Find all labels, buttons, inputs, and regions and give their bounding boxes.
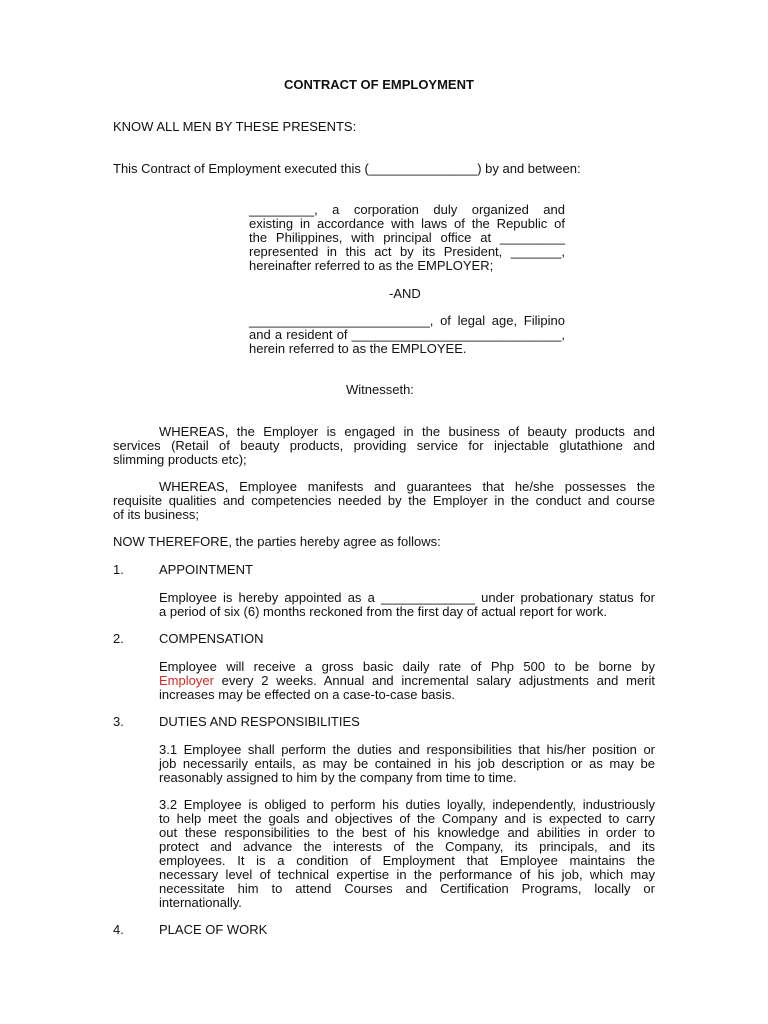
section-heading: PLACE OF WORK [159, 922, 268, 937]
section-line: to help meet the goals and objectives of the Company and is expected to carry [159, 811, 655, 826]
section-line: job necessarily entails, as may be contained in his job description or as may be [159, 756, 655, 771]
employer-line: existing in accordance with laws of the Republic of [249, 216, 565, 231]
employer-line: the Philippines, with principal office at _________ [249, 230, 565, 245]
section-line: necessitate him to attend Courses and Certification Programs, locally or [159, 881, 655, 896]
intro-line: KNOW ALL MEN BY THESE PRESENTS: [113, 119, 357, 134]
section-line: out these responsibilities to the best of his knowledge and abilities in order to [159, 825, 655, 840]
section-line: Employee is hereby appointed as a _____________ under probationary status for [159, 590, 655, 605]
and-label: -AND [389, 286, 421, 301]
section-line: employees. It is a condition of Employment that Employee maintains the [159, 853, 655, 868]
employee-line: and a resident of _____________________________, [249, 327, 565, 342]
paragraph-line: WHEREAS, the Employer is engaged in the business of beauty products and [159, 424, 655, 439]
paragraph-line: services (Retail of beauty products, providing service for injectable glutathione and [113, 438, 655, 453]
employer-line: hereinafter referred to as the EMPLOYER; [249, 258, 494, 273]
section-line: reasonably assigned to him by the company from time to time. [159, 770, 517, 785]
section-line: a period of six (6) months reckoned from the first day of actual report for work. [159, 604, 607, 619]
section-number: 3. [113, 714, 124, 729]
section-heading: COMPENSATION [159, 631, 264, 646]
executed-line: This Contract of Employment executed this (_______________) by and between: [113, 161, 581, 176]
section-line [159, 674, 655, 688]
section-line: necessary level of technical expertise in the performance of his job, which may [159, 867, 655, 882]
employer-line: represented in this act by its President, _______, [249, 244, 565, 259]
employee-line: _________________________, of legal age, Filipino [249, 313, 565, 328]
employer-highlight: Employer [159, 673, 214, 688]
section-number: 2. [113, 631, 124, 646]
employer-line: _________, a corporation duly organized and [249, 202, 565, 217]
paragraph-line: slimming products etc); [113, 452, 247, 467]
section-number: 1. [113, 562, 124, 577]
section-line: 3.1 Employee shall perform the duties and responsibilities that his/her position or [159, 742, 655, 757]
paragraph-line: WHEREAS, Employee manifests and guarantees that he/she possesses the [159, 479, 655, 494]
section-line: internationally. [159, 895, 242, 910]
section-heading: DUTIES AND RESPONSIBILITIES [159, 714, 360, 729]
paragraph-line: of its business; [113, 507, 199, 522]
section-heading: APPOINTMENT [159, 562, 253, 577]
section-line: increases may be effected on a case-to-case basis. [159, 687, 456, 702]
now-therefore-line: NOW THEREFORE, the parties hereby agree as follows: [113, 534, 441, 549]
witnesseth-heading: Witnesseth: [346, 382, 414, 397]
section-line: protect and advance the interests of the Company, its principals, and its [159, 839, 655, 854]
paragraph-line: requisite qualities and competencies needed by the Employer in the conduct and course [113, 493, 655, 508]
section-line: Employee will receive a gross basic daily rate of Php 500 to be borne by [159, 659, 655, 674]
section-line-rest: every 2 weeks. Annual and incremental salary adjustments and merit [213, 673, 655, 688]
employee-line: herein referred to as the EMPLOYEE. [249, 341, 467, 356]
section-number: 4. [113, 922, 124, 937]
section-line: 3.2 Employee is obliged to perform his duties loyally, independently, industriously [159, 797, 655, 812]
document-title: CONTRACT OF EMPLOYMENT [284, 77, 474, 92]
